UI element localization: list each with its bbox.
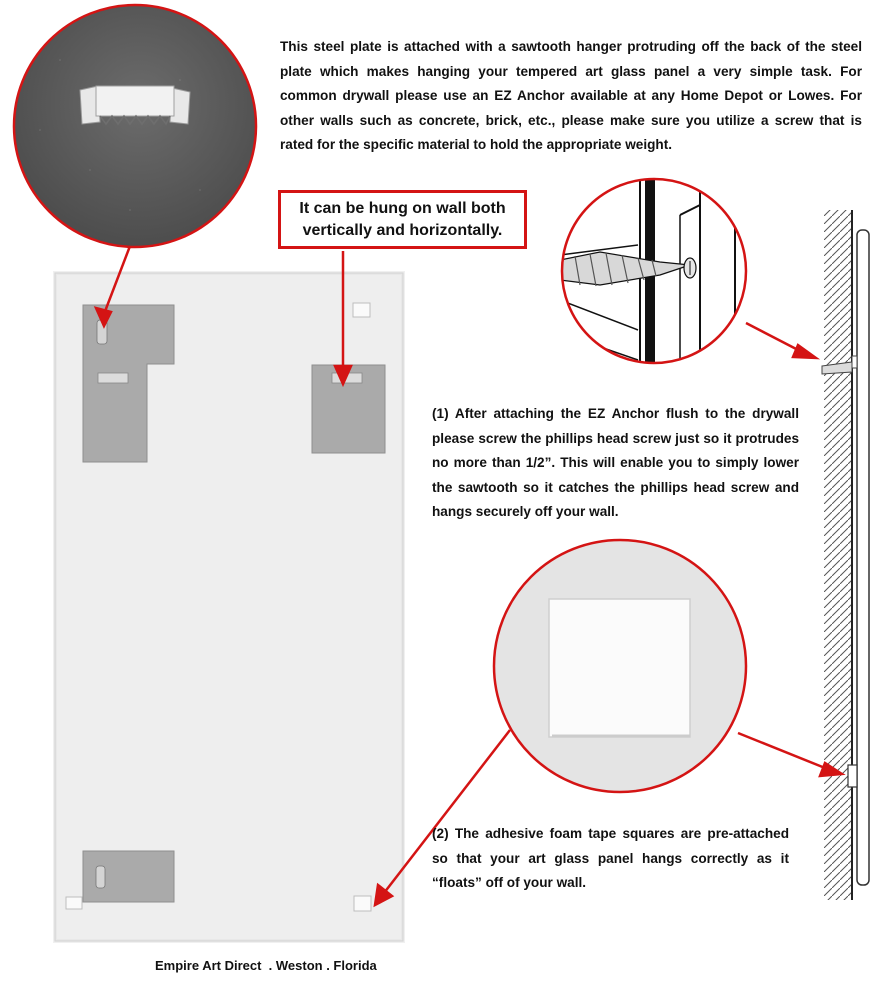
- ez-anchor-closeup-circle: [560, 170, 746, 370]
- step-2-description: (2) The adhesive foam tape squares are pre-attached so that your art glass panel hangs correctly as it “floats” off of your wall.: [432, 826, 789, 890]
- footer-company: Empire Art Direct . Weston . Florida: [155, 958, 377, 973]
- sawtooth-hanger-zoomed: [80, 86, 190, 124]
- foam-square-side: [848, 765, 857, 787]
- sawtooth-hanger: [96, 866, 105, 888]
- sawtooth-hanger: [98, 373, 128, 383]
- steel-plate-bottom-left: [83, 851, 174, 902]
- hanger-closeup-circle: [10, 0, 270, 260]
- foam-square-closeup-circle: [490, 536, 750, 796]
- foam-square: [353, 303, 370, 317]
- foam-square-zoomed: [549, 599, 690, 737]
- steel-plate-top-right: [312, 365, 385, 453]
- intro-description: This steel plate is attached with a sawtooth hanger protruding off the back of the steel plate which makes hanging your tempered art glass panel a very simple task. For common drywall please use an EZ Anchor available at any Home Depot or Lowes. For other walls such as concrete, brick, etc., please make sure you utilize a screw that is rated for the specific material to hold the appropriate weight.: [280, 39, 862, 152]
- wall-side-view: [822, 210, 869, 900]
- orientation-callout: [278, 190, 527, 249]
- step-1-description: (1) After attaching the EZ Anchor flush to the drywall please screw the phillips head screw just so it protrudes no more than 1/2”. This will enable you to simply lower the sawtooth so it catches the phillips head screw and hangs securely off your wall.: [432, 406, 799, 519]
- glass-panel-side: [857, 230, 869, 885]
- orientation-callout-text: It can be hung on wall both vertically and horizontally.: [299, 199, 506, 239]
- foam-square: [66, 897, 82, 909]
- foam-square: [354, 896, 371, 911]
